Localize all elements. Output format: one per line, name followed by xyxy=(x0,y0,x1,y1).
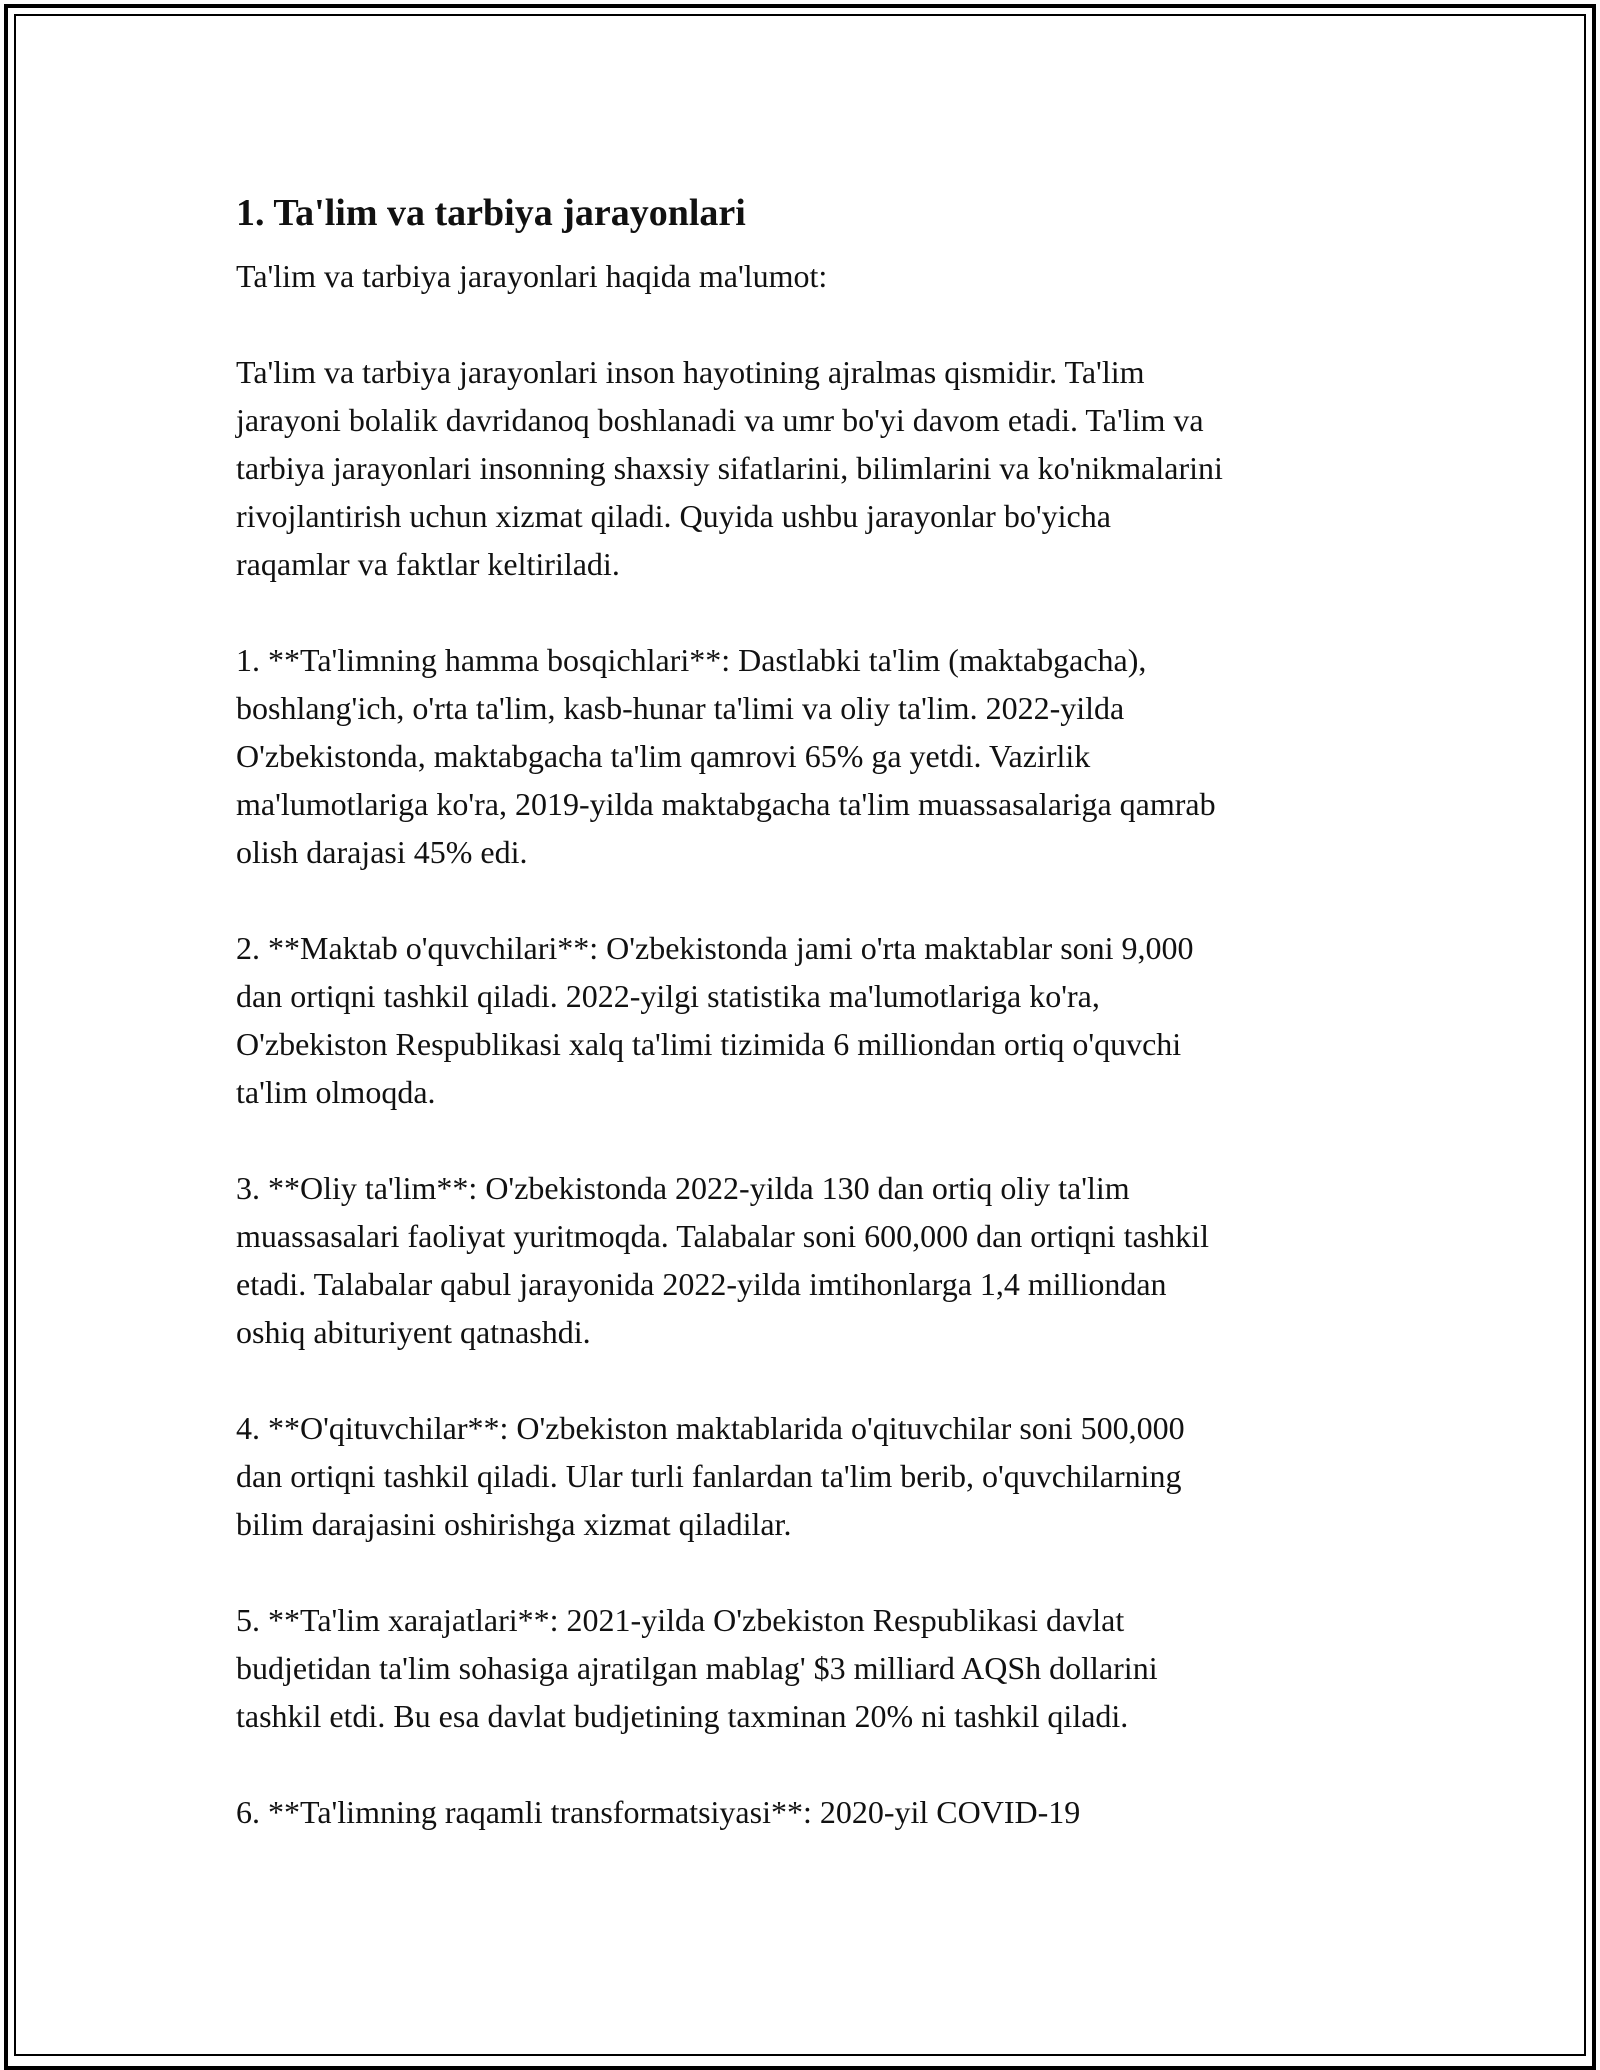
list-item-education-expenses xyxy=(236,1596,1386,1740)
text-line: Ta'lim va tarbiya jarayonlari inson hayotining ajralmas qismidir. Ta'lim xyxy=(236,354,1145,390)
document-title: 1. Ta'lim va tarbiya jarayonlari xyxy=(236,192,746,234)
text-line: budjetidan ta'lim sohasiga ajratilgan mablag' $3 milliard AQSh dollarini xyxy=(236,1650,1158,1686)
text-line: 4. **O'qituvchilar**: O'zbekiston maktablarida o'qituvchilar soni 500,000 xyxy=(236,1410,1185,1446)
text-line: O'zbekistonda, maktabgacha ta'lim qamrovi 65% ga yetdi. Vazirlik xyxy=(236,738,1091,774)
text-line: olish darajasi 45% edi. xyxy=(236,834,528,870)
text-line: 6. **Ta'limning raqamli transformatsiyasi**: 2020-yil COVID-19 xyxy=(236,1794,1081,1830)
list-item-higher-education xyxy=(236,1164,1386,1356)
text-line: ta'lim olmoqda. xyxy=(236,1074,436,1110)
text-line: etadi. Talabalar qabul jarayonida 2022-yilda imtihonlarga 1,4 milliondan xyxy=(236,1266,1167,1302)
list-item-school-students xyxy=(236,924,1386,1116)
text-line: tarbiya jarayonlari insonning shaxsiy sifatlarini, bilimlarini va ko'nikmalarini xyxy=(236,450,1223,486)
list-item-education-stages xyxy=(236,636,1386,876)
text-line: ma'lumotlariga ko'ra, 2019-yilda maktabgacha ta'lim muassasalariga qamrab xyxy=(236,786,1216,822)
list-item-teachers xyxy=(236,1404,1386,1548)
overview-paragraph xyxy=(236,348,1386,588)
text-line: 2. **Maktab o'quvchilari**: O'zbekistonda jami o'rta maktablar soni 9,000 xyxy=(236,930,1194,966)
list-item-digital-transformation xyxy=(236,1788,1386,1836)
text-line: rivojlantirish uchun xizmat qiladi. Quyida ushbu jarayonlar bo'yicha xyxy=(236,498,1111,534)
text-line: bilim darajasini oshirishga xizmat qiladilar. xyxy=(236,1506,792,1542)
text-line: jarayoni bolalik davridanoq boshlanadi va umr bo'yi davom etadi. Ta'lim va xyxy=(236,402,1204,438)
text-line: Ta'lim va tarbiya jarayonlari haqida ma'lumot: xyxy=(236,258,828,294)
text-line: 3. **Oliy ta'lim**: O'zbekistonda 2022-yilda 130 dan ortiq oliy ta'lim xyxy=(236,1170,1130,1206)
text-line: dan ortiqni tashkil qiladi. 2022-yilgi statistika ma'lumotlariga ko'ra, xyxy=(236,978,1100,1014)
document-body xyxy=(236,186,1386,1884)
text-line: raqamlar va faktlar keltiriladi. xyxy=(236,546,620,582)
text-line: muassasalari faoliyat yuritmoqda. Talabalar soni 600,000 dan ortiqni tashkil xyxy=(236,1218,1209,1254)
text-line: boshlang'ich, o'rta ta'lim, kasb-hunar ta'limi va oliy ta'lim. 2022-yilda xyxy=(236,690,1125,726)
text-line: 5. **Ta'lim xarajatlari**: 2021-yilda O'zbekiston Respublikasi davlat xyxy=(236,1602,1125,1638)
text-line: oshiq abituriyent qatnashdi. xyxy=(236,1314,591,1350)
text-line: dan ortiqni tashkil qiladi. Ular turli fanlardan ta'lim berib, o'quvchilarning xyxy=(236,1458,1182,1494)
text-line: 1. **Ta'limning hamma bosqichlari**: Dastlabki ta'lim (maktabgacha), xyxy=(236,642,1147,678)
text-line: tashkil etdi. Bu esa davlat budjetining taxminan 20% ni tashkil qiladi. xyxy=(236,1698,1129,1734)
text-line: O'zbekiston Respublikasi xalq ta'limi tizimida 6 milliondan ortiq o'quvchi xyxy=(236,1026,1182,1062)
intro-paragraph xyxy=(236,252,1386,300)
